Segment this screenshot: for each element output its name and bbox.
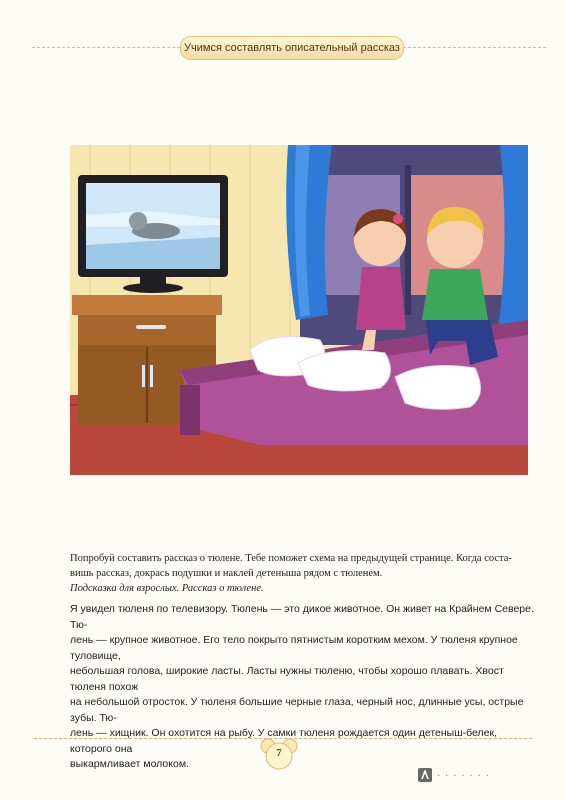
story-line-1: Я увидел тюленя по телевизору. Тюлень — это дикое животное. Он живет на Крайнем Севере. Тю- bbox=[70, 603, 534, 631]
watermark-logo-icon bbox=[418, 768, 432, 782]
tv bbox=[78, 175, 228, 293]
page-header bbox=[180, 36, 404, 60]
illustration-bedroom bbox=[70, 145, 528, 475]
story-line-3: небольшая голова, широкие ласты. Ласты нужны тюленю, чтобы хорошо плавать. Хвост тюленя похож bbox=[70, 665, 504, 693]
illustration-svg bbox=[70, 145, 528, 475]
adult-hint: Подсказка для взрослых. Рассказ о тюлене. bbox=[70, 583, 264, 594]
watermark bbox=[418, 765, 558, 785]
story-line-6: выкармливает молоком. bbox=[70, 758, 189, 770]
page-number: 7 bbox=[276, 747, 282, 759]
task-line-1: Попробуй составить рассказ о тюлене. Тебе поможет схема на предыдущей странице. Когда соста- bbox=[70, 553, 512, 564]
watermark-graphic: · · · · · · · bbox=[437, 769, 490, 781]
girl-figure bbox=[354, 209, 406, 350]
story-line-5: лень — хищник. Он охотится на рыбу. У самки тюленя рождается один детеныш-белек, которого она bbox=[70, 727, 498, 755]
task-line-2: вишь рассказ, докрась подушки и наклей детеныша рядом с тюленем. bbox=[70, 568, 383, 579]
story-text bbox=[70, 602, 536, 773]
story-line-2: лень — крупное животное. Его тело покрыто пятнистым коротким мехом. У тюленя крупное туловище, bbox=[70, 634, 518, 662]
story-line-4: на небольшой отросток. У тюленя большие черные глаза, черный нос, длинные усы, острые зубы. Тю- bbox=[70, 696, 524, 724]
header-title: Учимся составлять описательный рассказ bbox=[184, 42, 400, 54]
task-instructions bbox=[70, 551, 536, 581]
